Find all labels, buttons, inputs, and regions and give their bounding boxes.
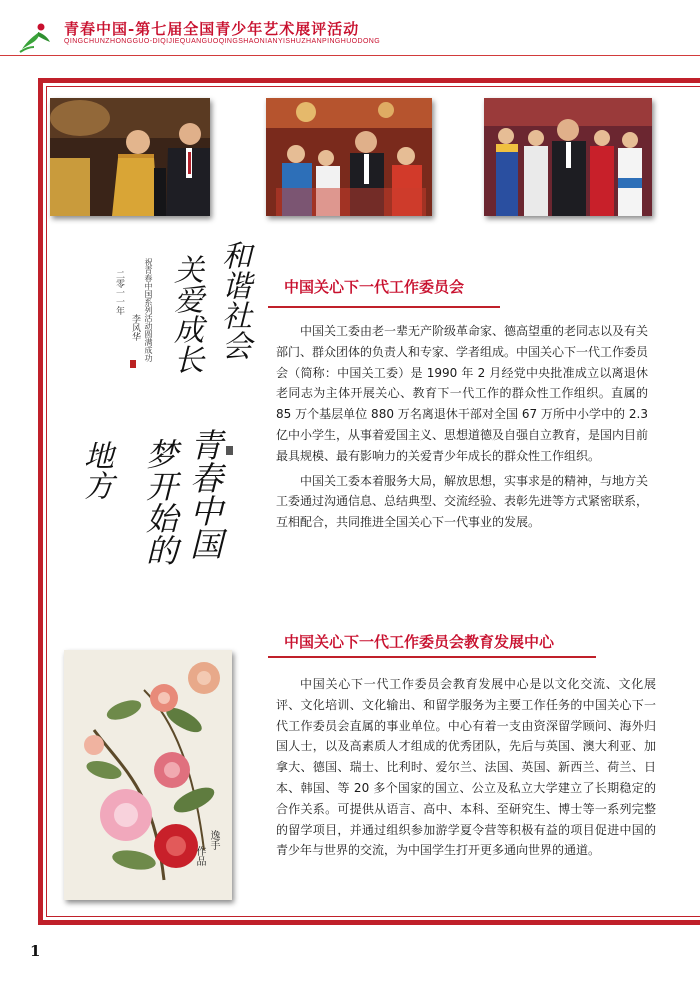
calligraphy-youth-china xyxy=(70,428,240,578)
section2-body xyxy=(276,674,656,861)
section1-paragraph-1: 中国关工委由老一辈无产阶级革命家、德高望重的老同志以及有关部门、群众团体的负责人和专家、学者组成。中国关心下一代工作委员会（简称：中国关工委）是 1990 年 2 月经党中央批准成立以离退休老同志为主体开展关心、教育下一代工作的群众性工作组织。直属的 85 万个基层单位 880 万名离退休干部对全国 67 万所中小学中的 2.3 亿中小学生，从事着爱国主义、思想道德及自强自立教育，是国内目前最具规模、最有影响力的关爱青少年成长的群众性工作组织。 xyxy=(276,324,649,463)
calligraphy-date: 二零一一年 xyxy=(114,270,124,315)
section2-heading: 中国关心下一代工作委员会教育发展中心 xyxy=(284,633,555,651)
calligraphy-inscription: 祝青春中国系列活动圆满成功 xyxy=(144,258,153,362)
section2-divider xyxy=(268,656,596,658)
header-title: 青春中国-第七届全国青少年艺术展评活动 xyxy=(64,20,360,38)
calligraphy2-col-3: 地方 xyxy=(78,440,113,500)
person-leaping-icon xyxy=(18,22,52,54)
calligraphy2-col-1: 青春中国 xyxy=(185,428,224,560)
calligraphy-signature: 李风华 xyxy=(130,314,140,341)
section2-paragraph-1: 中国关心下一代工作委员会教育发展中心是以文化交流、文化展评、文化培训、文化输出、和留学服务为主要工作任务的中国关心下一代工作委员会直属的事业单位。中心有着一支由资深留学顾问、海外归国人士，以及高素质人才组成的优秀团队，先后与英国、澳大利亚、加拿大、德国、瑞士、比利时、爱尔兰、法国、英国、新西兰、荷兰、日本、韩国、等 20 多个国家的国立、公立及私立大学建立了长期稳定的合作关系。可提供从语言、高中、本科、至研究生、博士等一系列完整的留学项目，并通过组织参加游学夏令营等积极有益的项目促进中国的青少年与世界的交流，为中国学生打开更多通向世界的通道。 xyxy=(276,677,656,858)
section1-divider xyxy=(268,306,500,308)
photo-leader-shaking-hands xyxy=(266,98,432,216)
seal-stamp xyxy=(130,360,136,368)
calligraphy-harmony xyxy=(100,240,250,400)
calligraphy-col-2: 关爱成长 xyxy=(168,254,203,374)
seal-stamp-2 xyxy=(226,446,233,455)
header-subtitle: QINGCHUNZHONGGUO-DIQIJIEQUANGUOQINGSHAONIANYISHUZHANPINGHUODONG xyxy=(64,38,381,45)
page-number: 1 xyxy=(30,942,41,960)
header-divider xyxy=(0,55,700,56)
section1-heading: 中国关心下一代工作委员会 xyxy=(284,278,465,296)
section1-body xyxy=(276,321,648,533)
photo-leader-with-ethnic-children xyxy=(484,98,652,216)
photo-leader-greeting-dancer xyxy=(50,98,210,216)
calligraphy2-col-2: 梦开始的 xyxy=(141,438,179,566)
section1-paragraph-2: 中国关工委本着服务大局，解放思想，实事求是的精神，与地方关工委通过沟通信息、总结典型、交流经验、表彰先进等方式紧密联系，互相配合，共同推进全国关心下一代事业的发展。 xyxy=(276,473,649,530)
painting-caption-2: 作品 xyxy=(194,846,205,866)
painting-caption-1: 逸手 xyxy=(208,830,219,850)
painting-peonies xyxy=(64,650,232,900)
page-header xyxy=(0,0,700,58)
calligraphy-col-1: 和谐社会 xyxy=(216,240,251,360)
